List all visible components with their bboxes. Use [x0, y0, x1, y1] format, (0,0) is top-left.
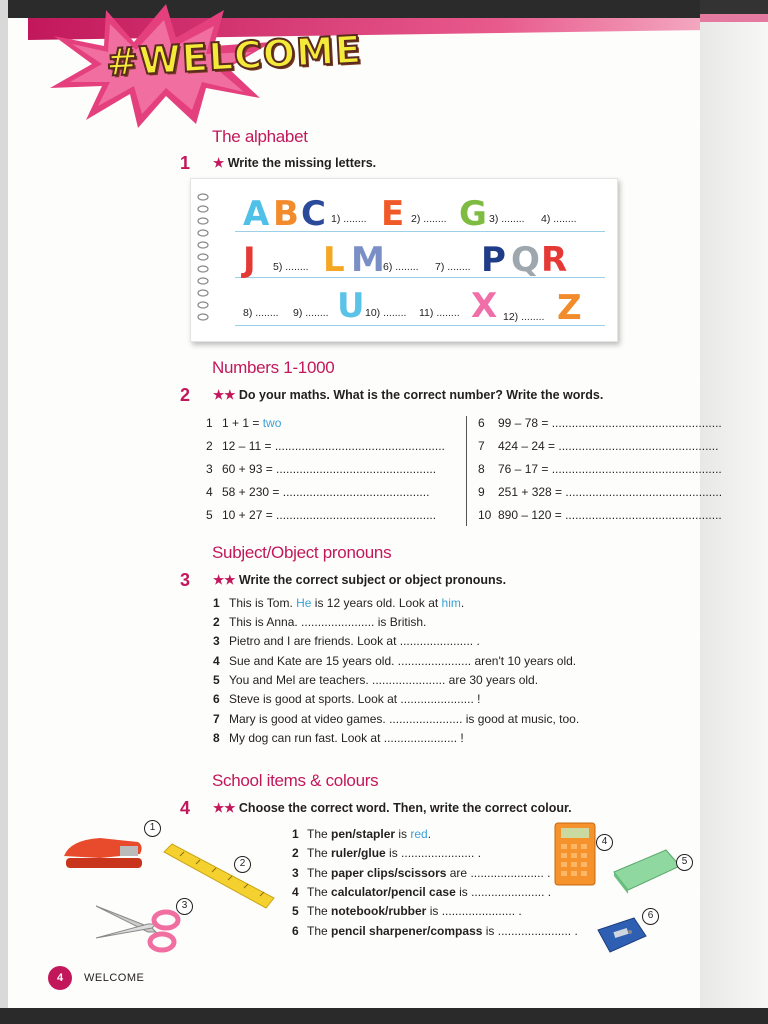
list-item[interactable]: 3 The paper clips/scissors are ...................... .	[292, 866, 551, 880]
picture-number: 6	[642, 908, 659, 925]
gap-5[interactable]: 5) ........	[273, 261, 309, 273]
list-item: 1 This is Tom. He is 12 years old. Look at him.	[213, 596, 465, 610]
letter-u: U	[337, 286, 365, 326]
gap-6[interactable]: 6) ........	[383, 261, 419, 273]
list-item[interactable]: 4 The calculator/pencil case is ...................... .	[292, 885, 552, 899]
list-item[interactable]: 6 Steve is good at sports. Look at ...................... !	[213, 692, 481, 706]
page-number-badge: 4	[48, 966, 72, 990]
letter-x: X	[471, 286, 498, 326]
letter-r: R	[541, 240, 568, 280]
list-item[interactable]: 5 You and Mel are teachers. ...................... are 30 years old.	[213, 673, 539, 687]
letter-m: M	[351, 240, 385, 280]
letter-c: C	[301, 194, 326, 234]
facing-page-edge	[700, 0, 768, 1008]
letter-b: B	[273, 194, 299, 234]
letter-l: L	[323, 240, 345, 280]
welcome-banner: #WELCOME	[105, 27, 363, 85]
section-title-pronouns: Subject/Object pronouns	[212, 543, 392, 562]
instruction-text: Do your maths. What is the correct number? Write the words.	[238, 388, 604, 402]
gap-2[interactable]: 2) ........	[411, 213, 447, 225]
list-item[interactable]: 8 76 – 17 = ...................................................	[478, 462, 722, 476]
instruction-text: Write the missing letters.	[227, 156, 377, 170]
list-item[interactable]: 4 Sue and Kate are 15 years old. ...................... aren't 10 years old.	[213, 654, 577, 668]
exercise-number-1: 1	[180, 153, 191, 173]
list-item[interactable]: 10 890 – 120 = ...............................................	[478, 508, 722, 522]
gap-12[interactable]: 12) ........	[503, 311, 545, 323]
list-item[interactable]: 6 The pencil sharpener/compass is ...................... .	[292, 924, 578, 938]
difficulty-stars: ★★	[213, 388, 236, 402]
stapler-icon	[60, 826, 150, 876]
list-item[interactable]: 6 99 – 78 = ...................................................	[478, 416, 722, 430]
gap-7[interactable]: 7) ........	[435, 261, 471, 273]
instruction-4	[213, 800, 572, 815]
rubber-icon	[612, 846, 682, 894]
list-item[interactable]: 5 The notebook/rubber is ...................... .	[292, 904, 522, 918]
picture-number: 2	[234, 856, 251, 873]
gap-3[interactable]: 3) ........	[489, 213, 525, 225]
scan-bottom-edge	[0, 1008, 768, 1024]
letter-a: A	[243, 194, 270, 234]
list-item[interactable]: 3 60 + 93 = ................................................	[206, 462, 437, 476]
picture-number: 1	[144, 820, 161, 837]
instruction-text: Choose the correct word. Then, write the correct colour.	[238, 801, 572, 815]
letter-z: Z	[557, 288, 582, 328]
list-item[interactable]: 2 12 – 11 = ...................................................	[206, 439, 445, 453]
gap-4[interactable]: 4) ........	[541, 213, 577, 225]
alphabet-card	[190, 178, 618, 342]
gap-8[interactable]: 8) ........	[243, 307, 279, 319]
list-item[interactable]: 4 58 + 230 = ............................................	[206, 485, 430, 499]
difficulty-stars: ★	[213, 156, 225, 170]
letter-p: P	[481, 240, 506, 280]
footer-label: WELCOME	[84, 972, 145, 984]
calculator-icon	[554, 822, 596, 886]
list-item[interactable]: 9 251 + 328 = ...............................................	[478, 485, 723, 499]
picture-number: 3	[176, 898, 193, 915]
gap-9[interactable]: 9) ........	[293, 307, 329, 319]
picture-number: 4	[596, 834, 613, 851]
workbook-page	[8, 0, 723, 1008]
difficulty-stars: ★★	[213, 573, 236, 587]
letter-g: G	[459, 194, 487, 234]
list-item[interactable]: 2 The ruler/glue is ...................... .	[292, 846, 482, 860]
list-item[interactable]: 5 10 + 27 = ................................................	[206, 508, 437, 522]
pencil-sharpener-icon	[596, 912, 648, 956]
list-item[interactable]: 7 424 – 24 = ................................................	[478, 439, 719, 453]
gap-1[interactable]: 1) ........	[331, 213, 367, 225]
section-title-school: School items & colours	[212, 771, 379, 790]
exercise-number-3: 3	[180, 570, 191, 590]
picture-number: 5	[676, 854, 693, 871]
list-item: 1 The pen/stapler is red.	[292, 827, 432, 841]
exercise-number-2: 2	[180, 385, 191, 405]
exercise-number-4: 4	[180, 798, 191, 818]
letter-j: J	[243, 240, 256, 280]
section-title-numbers: Numbers 1-1000	[212, 358, 335, 377]
gap-10[interactable]: 10) ........	[365, 307, 407, 319]
section-title-alphabet: The alphabet	[212, 127, 308, 146]
facing-page-band	[700, 0, 768, 22]
list-item[interactable]: 2 This is Anna. ...................... is British.	[213, 615, 427, 629]
list-item[interactable]: 7 Mary is good at video games. ...................... is good at music, too.	[213, 712, 580, 726]
notebook-spiral-icon	[195, 187, 211, 335]
row-line	[235, 325, 605, 326]
instruction-3	[213, 572, 506, 587]
instruction-1	[213, 155, 376, 170]
gap-11[interactable]: 11) ........	[419, 307, 460, 319]
instruction-text: Write the correct subject or object pronouns.	[238, 573, 507, 587]
scissors-icon	[92, 898, 186, 956]
letter-e: E	[381, 194, 405, 234]
letter-q: Q	[511, 240, 540, 280]
list-item[interactable]: 3 Pietro and I are friends. Look at ...................... .	[213, 634, 480, 648]
list-item: 1 1 + 1 = two	[206, 416, 282, 430]
instruction-2	[213, 387, 603, 402]
list-item[interactable]: 8 My dog can run fast. Look at ...................... !	[213, 731, 464, 745]
difficulty-stars: ★★	[213, 801, 236, 815]
column-divider	[466, 416, 467, 526]
